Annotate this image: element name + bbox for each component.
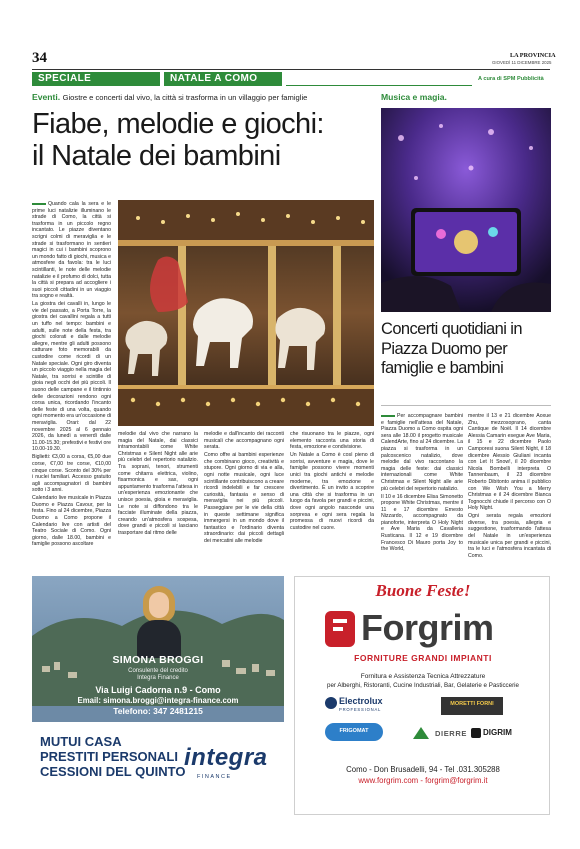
article-col4-p1: che risuonano tra le piazze, ogni elemento racconta una storia di festa, emozione e condivisione. (290, 431, 374, 451)
paper-name: LA PROVINCIA (510, 52, 556, 59)
forgrim-brand: Forgrim (361, 607, 494, 648)
article-col3-p1: melodie e dall'incanto dei racconti musicali che accompagnano ogni serata. (204, 431, 284, 451)
sidebar-column-1 (381, 413, 463, 563)
subsection-text: NATALE A COMO (170, 73, 258, 84)
forgrim-logo-bar (325, 607, 521, 651)
section-bar (32, 72, 550, 86)
section-bar-rule (286, 85, 472, 86)
dierre-icon (413, 727, 429, 739)
greeting: Buone Feste! (375, 581, 471, 600)
ad-forgrim (294, 576, 550, 815)
consultant-photo (137, 586, 181, 658)
electrolux-icon (325, 697, 337, 709)
forgrim-web[interactable]: www.forgrim.com - forgrim@forgrim.it (358, 776, 488, 785)
integra-logo-text: integra (184, 744, 268, 771)
article-column-1 (32, 201, 111, 570)
consultant-name: SIMONA BROGGI (112, 654, 204, 666)
forgrim-logo-bar-white-2 (333, 627, 343, 631)
moretti-label: MORETTI FORNI (450, 701, 494, 707)
forgrim-address: Como - Don Brusadelli, 94 - Tel .031.305288 (346, 765, 500, 774)
sidebar-lead-dash (381, 415, 395, 417)
consultant-address: Via Luigi Cadorna n.9 - Como (95, 685, 221, 695)
forgrim-tagline: FORNITURE GRANDI IMPIANTI (354, 653, 492, 663)
partner-moretti (441, 697, 503, 715)
article-title-line1: Fiabe, melodie e giochi: (32, 108, 324, 140)
slogan-line-3: CESSIONI DEL QUINTO (40, 764, 186, 779)
lead-dash (32, 203, 46, 205)
article-col1-p4: Calendario live musicale in Piazza Duomo e Piazza Cavour, per la festa. Fino al 24 dicembre, Piazza Duomo a Como propone il Calendario live con artisti del Teatro Sociale di Como. Ogni giorno, dalle 18.00, bambini e famiglie possono ascoltare (32, 495, 111, 548)
article-col1-p1: Quando cala la sera e le prime luci natalizie illuminano le strade di Como, la città si trasforma in un piccolo regno incantato. Le piazze diventano scrigni colmi di meraviglia e le strade si trasformano in sentieri magici in cui i bambini scoprono un mondo fatto di giochi, musica e atmosfere da favola: tra le luci scintillanti, le note delle melodie natalizie e il profumo di dolci, tutta la città si prepara ad accogliere i suoi piccoli cittadini in un viaggio tra sogno e realtà. (32, 201, 111, 300)
partner-frigomat (325, 723, 383, 741)
consultant-body (137, 620, 181, 658)
carousel-photo (118, 200, 374, 426)
sidebar-column-2 (468, 413, 551, 563)
article-col3-p2: Como offre ai bambini esperienze che combinano gioco, creatività e stupore. Ogni giorno di via e alla, ogni notte musicale, ogni luce scintillante contribuiscono a creare ricordi indelebili e far crescere curiosità, fantasia e senso di meraviglia nei più piccoli. Passeggiare per le vie della città in queste settimane significa immergersi in un mondo dove il fantastico e l'ordinario diventa straordinario: dai piccoli dettagli dei mercatini alle melodie (204, 452, 284, 544)
sidebar-col2-p1: mentre il 13 e 21 dicembre Aoxue Zhu, mezzosoprano, canta Cantique de Noël. Il 14 dicembre Alessia Camarin esegue Ave Maria, il 15 e 22 dicembre Paolo Camporesi suona Silent Night, il 18 dicembre Alessio Giuliani incanta con Let It Snow!, il 20 dicembre Nicola Bombelli interpreta O Tannenbaum, il 23 dicembre Roberto Dibitonto anima il pubblico con We Wish You a Merry Christmas e il 24 dicembre Bianca Tognocchi chiude il percorso con O Holy Night. (468, 413, 551, 512)
electrolux-sub: PROFESSIONAL (339, 707, 382, 712)
consultant-email[interactable]: Email: simona.broggi@integra-finance.com (77, 696, 239, 705)
forgrim-desc-1: Fornitura e Assistenza Tecnica Attrezzature (360, 673, 486, 680)
integra-logo-sub: FINANCE (197, 774, 232, 780)
article-kicker: Eventi. (32, 92, 61, 102)
slogan-line-1: MUTUI CASA (40, 734, 122, 749)
article-col4-p2: Un Natale a Como è così pieno di sorrisi, avventure e magia, dove le famiglie possono vivere momenti unici tra giochi antichi e melodie moderne, tra emozione e divertimento. È un invito a scoprire una città che si trasforma in un luogo da favola per grandi e piccini, dove ogni angolo nasconde una sorpresa e ogni sera regala la promessa di nuovi ricordi da custodire nel cuore. (290, 452, 374, 531)
article-column-3 (204, 431, 284, 571)
article-title-line2: il Natale dei bambini (32, 140, 281, 172)
sidebar-kicker: Musica e magia. (381, 92, 447, 102)
consultant-role-1: Consulente del credito (128, 668, 188, 674)
consultant-phone[interactable]: Telefono: 347 2481215 (113, 706, 203, 716)
digrim-icon (471, 728, 481, 738)
article-kicker-text: Giostre e concerti dal vivo, la città si trasforma in un villaggio per famiglie (62, 93, 308, 102)
agency-credit: A cura di SPM Pubblicità (478, 76, 544, 82)
forgrim-logo-bar-white (333, 619, 347, 623)
article-column-2 (118, 431, 198, 571)
electrolux-label: Electrolux (339, 696, 383, 706)
article-title (32, 108, 382, 172)
header-rule (32, 69, 550, 70)
concert-photo (381, 108, 551, 312)
page-number: 34 (32, 50, 47, 66)
sidebar-col1-p1: Per accompagnare bambini e famiglie nell'attesa del Natale, Piazza Duomo a Como ospita ogni sera alle 18.00 il progetto musicale CalendArte, fino al 24 dicembre. La piazza si trasforma in un palcoscenico natalizio, dove melodie dal vivo raccontano la magia delle feste: dai classici internazionali come White Christmas e Silent Night alle arie più celebri del repertorio natalizio. (381, 413, 463, 492)
article-col1-p3: Biglietti: €3,00 a corsa, €5,00 due corse, €7,00 tre corse, €10,00 cinque corse. Sconto del 30% per i nuclei familiari. Accesso gratuito agli accompagnatori di bambini sotto i 3 anni. (32, 454, 111, 494)
ad-integra (32, 576, 284, 815)
article-col2-p1: melodie dal vivo che narrano la magia del Natale, dai classici intramontabili come White Christmas e Silent Night alle arie più celebri del repertorio natalizio. Tra soprani, tenori, strumenti come chitarra elettrica, violino, fisarmonica e sax, ogni appuntamento trasforma l'attesa in un'esperienza emozionante che unisce poesia, gioia e meraviglia. Le note si diffondono tra le facciate illuminate della piazza, creando un'atmosfera sospesa, dove grandi e piccoli si lasciano trasportare dal ritmo delle (118, 431, 198, 536)
partner-digrim: DIGRIM (483, 728, 512, 737)
sidebar-col2-p2: Ogni serata regala emozioni diverse, tra poesia, allegria e suggestione, trasformando l'attesa del Natale in un'esperienza musicale unica per grandi e piccini, tra le luci e l'atmosfera incantata di Como. (468, 513, 551, 559)
partner-dierre: DIERRE (435, 729, 467, 738)
partner-electrolux (325, 695, 407, 719)
sidebar-title: Concerti quotidiani in Piazza Duomo per famiglie e bambini (381, 320, 522, 377)
slogan-line-2: PRESTITI PERSONALI (40, 749, 178, 764)
consultant-role-2: Integra Finance (137, 675, 179, 681)
sidebar-rule (381, 405, 551, 406)
sidebar-col1-p2: Il 10 e 16 dicembre Elisa Simonetto propone White Christmas, mentre il 11 e 17 dicembre Ernesto Nizzardo, accompagnato da pianoforte, interpreta O Holy Night e Ave Maria da Cavalleria Rusticana. Il 12 e 19 dicembre Francesco Di Mauro porta Joy to the World, (381, 493, 463, 553)
article-col1-p2: La giostra dei cavalli in, lungo le vie del passato, a Porta Torre, la giostra dei cavallini regala a tutti un tuffo nel tempo: bambini e adulti, sulle note della festa, tra giochi colorati e dalle melodie allegre, mentre gli adulti possono catturare foto memorabili da custodire come ricordi di un Natale speciale. Ogni giro diventa un piccolo viaggio nella magia del Natale, tra sorrisi e scintille di gioia negli occhi dei più piccoli. Il suono delle campane e il tintinnio delle decorazioni rendono ogni corsa unica, ricordando l'incanto delle feste di una volta, quando ogni momento era un'occasione di meraviglia. Orari: dal 22 novembre 2025 al 6 gennaio 2026, da lunedì a venerdì dalle 11.00-15.30; prefestivi e festivi ore 10.00-19.30. (32, 301, 111, 453)
forgrim-desc-2: per Alberghi, Ristoranti, Cucine Industriali, Bar, Gelaterie e Pasticcerie (327, 682, 519, 689)
article-column-4 (290, 431, 374, 571)
issue-date: GIOVEDÌ 11 DICEMBRE 2025 (492, 60, 552, 65)
consultant-face (149, 592, 169, 618)
frigomat-label: FRIGOMAT (339, 728, 369, 734)
article-kicker-row (32, 92, 382, 103)
section-text: SPECIALE (38, 73, 92, 84)
